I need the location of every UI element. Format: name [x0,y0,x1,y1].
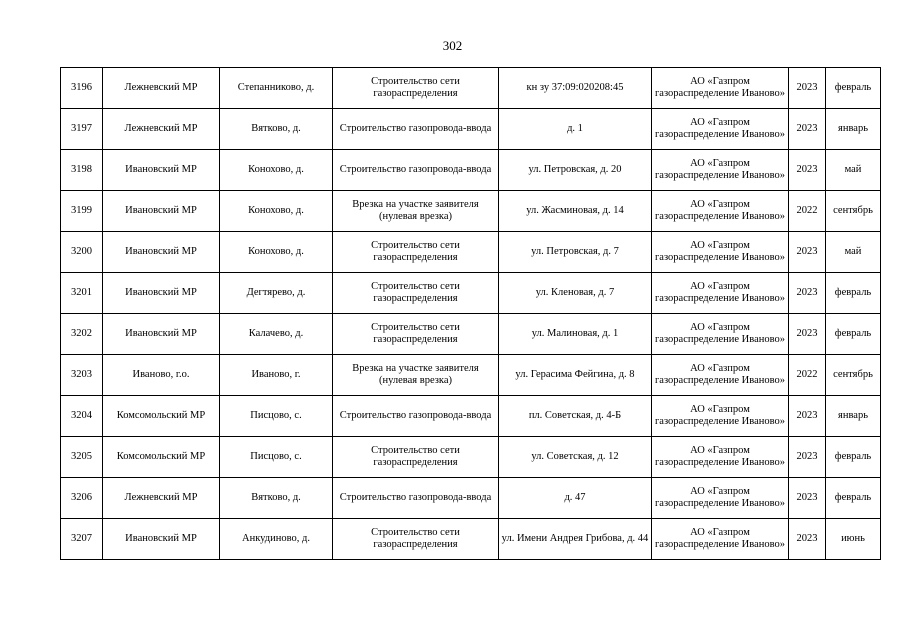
settlement-cell: Вятково, д. [220,109,333,150]
organization-cell: АО «Газпром газораспределение Иваново» [652,519,789,560]
district-cell: Ивановский МР [103,314,220,355]
organization-cell: АО «Газпром газораспределение Иваново» [652,109,789,150]
work-type-cell: Строительство сети газораспределения [333,314,499,355]
address-cell: д. 47 [499,478,652,519]
district-cell: Комсомольский МР [103,396,220,437]
month-cell: май [826,150,881,191]
row-number-cell: 3198 [61,150,103,191]
table-row [61,314,881,355]
row-number-cell: 3204 [61,396,103,437]
organization-cell: АО «Газпром газораспределение Иваново» [652,191,789,232]
row-number-cell: 3200 [61,232,103,273]
district-cell: Ивановский МР [103,519,220,560]
district-cell: Комсомольский МР [103,437,220,478]
page-number: 302 [442,38,463,53]
organization-cell: АО «Газпром газораспределение Иваново» [652,273,789,314]
district-cell: Ивановский МР [103,150,220,191]
month-cell: сентябрь [826,355,881,396]
year-cell: 2023 [789,519,826,560]
month-cell: февраль [826,273,881,314]
district-cell: Лежневский МР [103,109,220,150]
work-type-cell: Врезка на участке заявителя (нулевая врезка) [333,355,499,396]
row-number-cell: 3196 [61,68,103,109]
row-number-cell: 3205 [61,437,103,478]
year-cell: 2023 [789,150,826,191]
address-cell: ул. Малиновая, д. 1 [499,314,652,355]
row-number-cell: 3197 [61,109,103,150]
organization-cell: АО «Газпром газораспределение Иваново» [652,232,789,273]
work-type-cell: Строительство сети газораспределения [333,232,499,273]
address-cell: ул. Имени Андрея Грибова, д. 44 [499,519,652,560]
work-type-cell: Врезка на участке заявителя (нулевая врезка) [333,191,499,232]
table-row [61,437,881,478]
month-cell: июнь [826,519,881,560]
address-cell: ул. Герасима Фейгина, д. 8 [499,355,652,396]
settlement-cell: Конохово, д. [220,232,333,273]
work-type-cell: Строительство сети газораспределения [333,519,499,560]
table-row [61,355,881,396]
work-type-cell: Строительство газопровода-ввода [333,396,499,437]
month-cell: февраль [826,314,881,355]
address-cell: ул. Петровская, д. 7 [499,232,652,273]
work-type-cell: Строительство газопровода-ввода [333,478,499,519]
table-row [61,232,881,273]
table-row [61,150,881,191]
month-cell: февраль [826,478,881,519]
organization-cell: АО «Газпром газораспределение Иваново» [652,355,789,396]
month-cell: февраль [826,68,881,109]
year-cell: 2023 [789,437,826,478]
year-cell: 2023 [789,109,826,150]
settlement-cell: Дегтярево, д. [220,273,333,314]
table-row [61,68,881,109]
month-cell: май [826,232,881,273]
table-row [61,519,881,560]
district-cell: Ивановский МР [103,232,220,273]
address-cell: ул. Кленовая, д. 7 [499,273,652,314]
table-row [61,191,881,232]
organization-cell: АО «Газпром газораспределение Иваново» [652,68,789,109]
settlement-cell: Вятково, д. [220,478,333,519]
work-type-cell: Строительство сети газораспределения [333,273,499,314]
year-cell: 2023 [789,396,826,437]
district-cell: Иваново, г.о. [103,355,220,396]
settlement-cell: Иваново, г. [220,355,333,396]
organization-cell: АО «Газпром газораспределение Иваново» [652,396,789,437]
settlement-cell: Писцово, с. [220,437,333,478]
address-cell: ул. Жасминовая, д. 14 [499,191,652,232]
year-cell: 2023 [789,68,826,109]
address-cell: ул. Советская, д. 12 [499,437,652,478]
year-cell: 2023 [789,232,826,273]
month-cell: январь [826,396,881,437]
work-type-cell: Строительство сети газораспределения [333,437,499,478]
organization-cell: АО «Газпром газораспределение Иваново» [652,478,789,519]
settlement-cell: Анкудиново, д. [220,519,333,560]
year-cell: 2023 [789,273,826,314]
table-body [61,68,881,560]
organization-cell: АО «Газпром газораспределение Иваново» [652,314,789,355]
row-number-cell: 3201 [61,273,103,314]
row-number-cell: 3206 [61,478,103,519]
row-number-cell: 3203 [61,355,103,396]
row-number-cell: 3199 [61,191,103,232]
year-cell: 2023 [789,478,826,519]
row-number-cell: 3207 [61,519,103,560]
address-cell: кн зу 37:09:020208:45 [499,68,652,109]
settlement-cell: Степанниково, д. [220,68,333,109]
table-row [61,396,881,437]
row-number-cell: 3202 [61,314,103,355]
address-cell: д. 1 [499,109,652,150]
district-cell: Лежневский МР [103,68,220,109]
table-row [61,109,881,150]
district-cell: Лежневский МР [103,478,220,519]
month-cell: сентябрь [826,191,881,232]
year-cell: 2023 [789,314,826,355]
year-cell: 2022 [789,355,826,396]
organization-cell: АО «Газпром газораспределение Иваново» [652,150,789,191]
address-cell: ул. Петровская, д. 20 [499,150,652,191]
settlement-cell: Писцово, с. [220,396,333,437]
settlement-cell: Конохово, д. [220,150,333,191]
gas-connection-table [60,67,881,560]
work-type-cell: Строительство газопровода-ввода [333,109,499,150]
year-cell: 2022 [789,191,826,232]
district-cell: Ивановский МР [103,191,220,232]
work-type-cell: Строительство сети газораспределения [333,68,499,109]
month-cell: февраль [826,437,881,478]
organization-cell: АО «Газпром газораспределение Иваново» [652,437,789,478]
table-row [61,273,881,314]
address-cell: пл. Советская, д. 4-Б [499,396,652,437]
work-type-cell: Строительство газопровода-ввода [333,150,499,191]
settlement-cell: Калачево, д. [220,314,333,355]
district-cell: Ивановский МР [103,273,220,314]
settlement-cell: Конохово, д. [220,191,333,232]
table-row [61,478,881,519]
month-cell: январь [826,109,881,150]
